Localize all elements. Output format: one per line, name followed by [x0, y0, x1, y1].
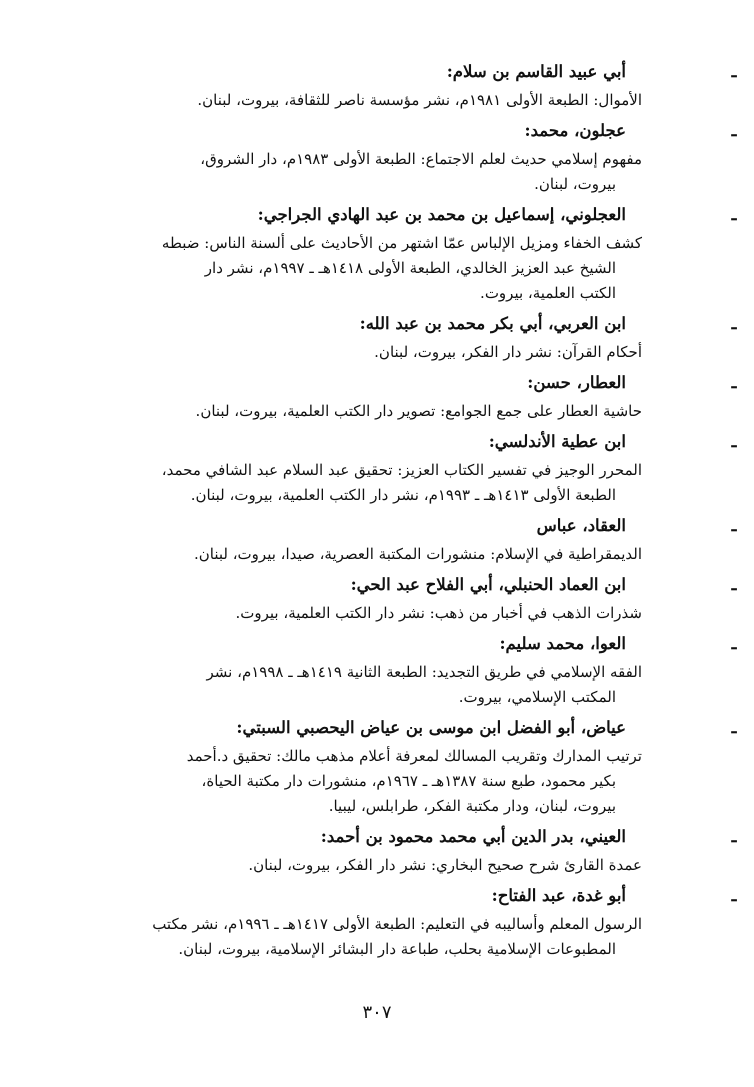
entry-work-line: المحرر الوجيز في تفسير الكتاب العزيز: تحقيق عبد السلام عبد الشافي محمد، [161, 461, 642, 479]
page-number: ٣٠٧ [362, 1002, 392, 1023]
entry-bullet: ـ [731, 516, 737, 535]
entry-author [82, 629, 737, 660]
entry-bullet: ـ [731, 718, 737, 737]
bibliography-entry [82, 881, 737, 962]
entry-work [82, 147, 642, 197]
entry-work-line: حاشية العطار على جمع الجوامع: تصوير دار الكتب العلمية، بيروت، لبنان. [195, 402, 642, 420]
entry-work-line: الكتب العلمية، بيروت. [480, 284, 616, 302]
entry-bullet: ـ [731, 575, 737, 594]
bibliography-entry [82, 57, 737, 113]
entry-author-name: أبي عبيد القاسم بن سلام: [446, 62, 626, 81]
entry-author-name: العقاد، عباس [536, 516, 626, 535]
entry-author [82, 881, 737, 912]
entry-work-line: كشف الخفاء ومزيل الإلباس عمّا اشتهر من الأحاديث على ألسنة الناس: ضبطه [161, 234, 642, 252]
entry-author-name: ابن عطية الأندلسي: [488, 432, 626, 451]
bibliography-entry [82, 511, 737, 567]
entry-author [82, 200, 737, 231]
entry-work [82, 853, 642, 878]
entry-author-name: ابن العماد الحنبلي، أبي الفلاح عبد الحي: [350, 575, 626, 594]
entry-work-line: الطبعة الأولى ١٤١٣هـ ـ ١٩٩٣م، نشر دار الكتب العلمية، بيروت، لبنان. [190, 486, 616, 504]
bibliography-entry [82, 570, 737, 626]
entry-author [82, 116, 737, 147]
bibliography-entry [82, 427, 737, 508]
entry-work [82, 601, 642, 626]
entry-work-line: الرسول المعلم وأساليبه في التعليم: الطبعة الأولى ١٤١٧هـ ـ ١٩٩٦م، نشر مكتب [152, 915, 642, 933]
entry-author-name: العوا، محمد سليم: [499, 634, 626, 653]
entry-bullet: ـ [731, 62, 737, 81]
entry-author [82, 368, 737, 399]
entry-author-name: أبو غدة، عبد الفتاح: [491, 886, 626, 905]
entry-work-line: مفهوم إسلامي حديث لعلم الاجتماع: الطبعة الأولى ١٩٨٣م، دار الشروق، [200, 150, 642, 168]
entry-work-line: ترتيب المدارك وتقريب المسالك لمعرفة أعلام مذهب مالك: تحقيق د.أحمد [186, 747, 642, 765]
entry-author [82, 511, 737, 542]
entry-work-line: الديمقراطية في الإسلام: منشورات المكتبة العصرية، صيدا، بيروت، لبنان. [193, 545, 642, 563]
entry-work [82, 399, 642, 424]
entry-work-line: الفقه الإسلامي في طريق التجديد: الطبعة الثانية ١٤١٩هـ ـ ١٩٩٨م، نشر [206, 663, 642, 681]
entry-author [82, 309, 737, 340]
entry-work [82, 88, 642, 113]
bibliography-entry [82, 309, 737, 365]
entry-author [82, 427, 737, 458]
entry-work [82, 542, 642, 567]
entry-work-line: المكتب الإسلامي، بيروت. [458, 688, 616, 706]
entry-work-line: بيروت، لبنان. [534, 175, 616, 193]
entry-author [82, 570, 737, 601]
bibliography-entry [82, 713, 737, 819]
entry-bullet: ـ [731, 886, 737, 905]
entry-work [82, 912, 642, 962]
entry-bullet: ـ [731, 373, 737, 392]
entry-author-name: العطار، حسن: [527, 373, 626, 392]
bibliography-entry [82, 368, 737, 424]
entry-work-line: شذرات الذهب في أخبار من ذهب: نشر دار الكتب العلمية، بيروت. [235, 604, 642, 622]
entry-work [82, 458, 642, 508]
entry-work-line: عمدة القارئ شرح صحيح البخاري: نشر دار الفكر، بيروت، لبنان. [248, 856, 642, 874]
entry-author-name: العيني، بدر الدين أبي محمد محمود بن أحمد: [320, 827, 626, 846]
entry-author [82, 713, 737, 744]
entry-work [82, 231, 642, 306]
entry-author-name: عجلون، محمد: [524, 121, 626, 140]
entry-work [82, 660, 642, 710]
entry-work [82, 340, 642, 365]
entry-bullet: ـ [731, 432, 737, 451]
bibliography-entry [82, 200, 737, 306]
entry-author [82, 822, 737, 853]
entry-work [82, 744, 642, 819]
entry-bullet: ـ [731, 634, 737, 653]
entry-author-name: العجلوني، إسماعيل بن محمد بن عبد الهادي الجراجي: [257, 205, 626, 224]
entry-work-line: بيروت، لبنان، ودار مكتبة الفكر، طرابلس، ليبيا. [328, 797, 616, 815]
entry-bullet: ـ [731, 827, 737, 846]
bibliography-entry [82, 822, 737, 878]
bibliography-entry [82, 116, 737, 197]
entry-bullet: ـ [731, 314, 737, 333]
entry-author-name: عياض، أبو الفضل ابن موسى بن عياض اليحصبي السبتي: [236, 718, 626, 737]
entry-bullet: ـ [731, 121, 737, 140]
entry-author-name: ابن العربي، أبي بكر محمد بن عبد الله: [359, 314, 626, 333]
entry-work-line: المطبوعات الإسلامية بحلب، طباعة دار البشائر الإسلامية، بيروت، لبنان. [178, 940, 616, 958]
entry-bullet: ـ [731, 205, 737, 224]
bibliography-entry [82, 629, 737, 710]
entry-author [82, 57, 737, 88]
entry-work-line: الشيخ عبد العزيز الخالدي، الطبعة الأولى ١٤١٨هـ ـ ١٩٩٧م، نشر دار [204, 259, 616, 277]
entry-work-line: بكير محمود، طبع سنة ١٣٨٧هـ ـ ١٩٦٧م، منشورات دار مكتبة الحياة، [201, 772, 616, 790]
entry-work-line: الأموال: الطبعة الأولى ١٩٨١م، نشر مؤسسة ناصر للثقافة، بيروت، لبنان. [197, 91, 642, 109]
entry-work-line: أحكام القرآن: نشر دار الفكر، بيروت، لبنان. [374, 343, 642, 361]
bibliography-list [82, 57, 737, 962]
